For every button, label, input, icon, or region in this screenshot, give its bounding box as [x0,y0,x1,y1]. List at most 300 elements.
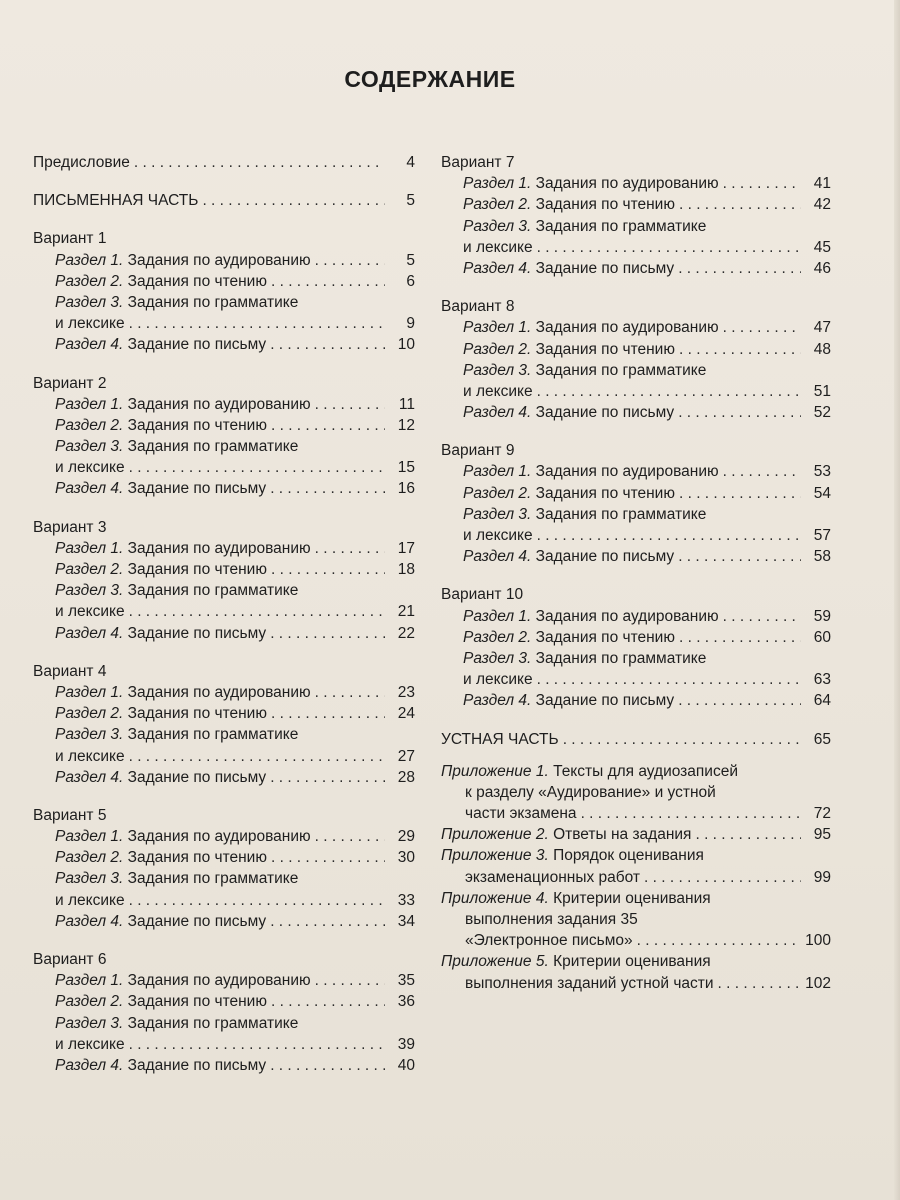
toc-part-entry [33,190,415,211]
toc-page-number: 12 [397,416,415,434]
toc-entry-title: части экзамена [465,805,577,823]
toc-page-number: 99 [813,868,831,886]
toc-section-entry [33,334,415,355]
toc-entry-title: и лексике [463,238,533,256]
toc-entry-label: Раздел 2. [463,340,532,358]
toc-leader-dots [129,890,385,911]
toc-entry-text [465,909,638,930]
toc-entry-label: Раздел 2. [463,196,532,214]
toc-leader-dots [723,606,801,627]
toc-entry-title: Задания по грамматике [127,726,299,744]
toc-continuation-line [441,381,831,402]
toc-entry-text [55,457,125,478]
toc-leader-dots [129,746,385,767]
toc-entry-text [55,623,266,644]
toc-leader-dots [678,690,801,711]
toc-continuation-line [33,601,415,622]
toc-entry-text [463,339,675,360]
toc-entry-text [463,627,675,648]
toc-entry-text [55,911,266,932]
toc-spacer [33,211,415,228]
toc-entry-text [463,402,674,423]
toc-continuation-line [441,237,831,258]
toc-entry-title: и лексике [55,603,125,621]
toc-entry-title: Задание по письму [535,692,675,710]
toc-entry-label: Раздел 2. [55,416,124,434]
toc-section-entry [33,703,415,724]
toc-section-entry [33,250,415,271]
toc-entry-text [441,729,559,750]
toc-entry-label: Раздел 1. [463,607,532,625]
toc-entry-text [55,1013,298,1034]
toc-entry-text [463,648,706,669]
toc-spacer [33,173,415,190]
toc-leader-dots [723,461,801,482]
toc-entry-text [463,461,719,482]
toc-section-entry [33,1013,415,1034]
toc-entry-label: Раздел 1. [463,175,532,193]
toc-leader-dots [315,826,385,847]
toc-section-entry [441,402,831,423]
toc-entry-label: Раздел 3. [55,726,124,744]
toc-entry-title: Задания по аудированию [127,828,311,846]
toc-section-entry [33,970,415,991]
toc-leader-dots [270,767,385,788]
toc-leader-dots [679,339,801,360]
toc-entry-text [33,661,106,682]
toc-entry-label: Раздел 2. [463,628,532,646]
toc-variant-heading [441,152,831,173]
toc-page-number: 17 [397,539,415,557]
toc-section-entry [33,847,415,868]
toc-section-entry [33,415,415,436]
toc-page-number: 95 [813,826,831,844]
toc-entry-title: Задания по чтению [535,196,675,214]
toc-page-number: 39 [397,1035,415,1053]
toc-continuation-line [441,909,831,930]
toc-page-number: 60 [813,628,831,646]
toc-entry-text [55,415,267,436]
toc-page-number: 57 [813,527,831,544]
toc-page-number: 29 [397,828,415,846]
toc-entry-title: и лексике [55,891,125,909]
toc-page-number: 63 [813,671,831,689]
toc-page-number: 59 [813,607,831,625]
toc-entry-title: Задания по аудированию [127,972,311,990]
toc-entry-label: Раздел 3. [463,217,532,235]
toc-entry-label: Раздел 2. [55,705,124,723]
toc-section-entry [441,194,831,215]
page-edge [894,0,900,1200]
toc-spacer [441,712,831,729]
toc-entry-title: Задания по чтению [127,705,267,723]
toc-leader-dots [718,973,801,994]
toc-entry-text [463,237,533,258]
toc-entry-text [463,360,706,381]
toc-page-number: 100 [805,932,831,950]
toc-page-number: 48 [813,340,831,358]
toc-entry-text [463,483,675,504]
toc-entry-title: и лексике [55,1035,125,1053]
toc-leader-dots [315,970,385,991]
toc-entry-text [465,930,633,951]
toc-entry-text [465,973,714,994]
toc-entry-title: Вариант 9 [441,442,515,460]
toc-section-entry [33,724,415,745]
toc-entry-title: Задания по чтению [535,340,675,358]
toc-leader-dots [315,394,385,415]
toc-page-number: 40 [397,1056,415,1074]
toc-variant-heading [33,517,415,538]
toc-spacer [441,279,831,296]
toc-entry-label: Раздел 1. [55,828,124,846]
toc-appendix-entry [441,761,831,782]
toc-variant-heading [33,805,415,826]
toc-entry-text [33,228,106,249]
toc-entry-label: Раздел 4. [55,480,124,498]
toc-entry-text [33,805,106,826]
toc-leader-dots [271,703,385,724]
toc-entry-title: Вариант 4 [33,662,107,680]
toc-entry-text [55,703,267,724]
toc-entry-text [55,580,298,601]
toc-entry-title: выполнения задания 35 [465,911,638,928]
toc-entry-title: Задания по грамматике [535,361,707,379]
toc-page-number: 28 [397,768,415,786]
toc-leader-dots [315,538,385,559]
toc-entry-text [463,258,674,279]
toc-entry-label: Раздел 4. [55,768,124,786]
toc-entry-title: Задания по грамматике [127,582,299,600]
toc-page-number: 72 [813,805,831,823]
toc-entry-label: Раздел 1. [55,251,124,269]
toc-page-number: 64 [813,692,831,710]
toc-entry-title: Задания по чтению [127,272,267,290]
toc-entry-text [55,767,266,788]
toc-entry-text [463,504,706,525]
toc-section-entry [33,478,415,499]
toc-page-number: 35 [397,972,415,990]
toc-entry-text [441,152,514,173]
toc-page-number: 47 [813,319,831,337]
toc-entry-title: Вариант 5 [33,806,107,824]
toc-entry-title: и лексике [463,382,533,400]
toc-entry-title: Тексты для аудиозаписей [553,762,738,780]
toc-entry-text [55,746,125,767]
toc-entry-title: Критерии оценивания [553,889,711,907]
toc-appendix-entry [441,888,831,909]
toc-entry-label: Раздел 4. [463,404,532,422]
toc-leader-dots [723,317,801,338]
toc-entry-text [33,152,130,173]
toc-entry-text [463,525,533,546]
toc-entry-text [55,724,298,745]
toc-entry-text [441,296,514,317]
toc-column-right [441,152,831,994]
toc-entry-title: Ответы на задания [553,826,692,844]
toc-entry-title: Задание по письму [535,259,675,277]
toc-leader-dots [679,627,801,648]
toc-page-number: 102 [805,974,831,992]
toc-entry-text [463,606,719,627]
toc-page-number: 41 [813,175,831,193]
toc-entry-title: Задания по аудированию [535,175,719,193]
toc-leader-dots [679,483,801,504]
toc-entry-title: Задания по чтению [535,628,675,646]
toc-section-entry [441,546,831,567]
toc-section-entry [33,682,415,703]
toc-entry-text [441,584,523,605]
toc-entry-title: Задание по письму [127,336,267,354]
toc-section-entry [33,868,415,889]
toc-page-number: 10 [397,336,415,354]
toc-entry-title: Задание по письму [127,1056,267,1074]
toc-entry-title: Задания по аудированию [535,463,719,481]
toc-entry-text [441,761,738,782]
toc-entry-text [463,216,706,237]
toc-page-number: 11 [398,395,415,413]
toc-leader-dots [129,601,385,622]
toc-entry-label: Раздел 1. [463,319,532,337]
toc-variant-heading [441,296,831,317]
toc-entry-text [55,890,125,911]
toc-entry-text [55,478,266,499]
toc-entry-label: Раздел 3. [55,438,124,456]
toc-section-entry [441,606,831,627]
toc-entry-label: Раздел 2. [463,484,532,502]
toc-entry-title: Задания по чтению [127,416,267,434]
toc-entry-label: Раздел 2. [55,993,124,1011]
toc-entry-label: Раздел 4. [55,912,124,930]
toc-entry-text [463,669,533,690]
toc-entry-title: Задания по чтению [535,484,675,502]
toc-section-entry [441,317,831,338]
toc-entry-text [33,517,106,538]
toc-entry-label: Раздел 4. [55,336,124,354]
toc-entry-label: Раздел 3. [463,361,532,379]
toc-leader-dots [271,991,385,1012]
toc-page-number: 24 [397,705,415,723]
toc-leader-dots [271,559,385,580]
toc-entry-text [55,292,298,313]
page-title: СОДЕРЖАНИЕ [344,66,516,92]
toc-entry-label: Раздел 1. [55,395,124,413]
toc-continuation-line [441,803,831,824]
toc-variant-heading [33,661,415,682]
toc-entry-label: Раздел 3. [55,1014,124,1032]
toc-entry-title: Вариант 1 [33,230,107,248]
toc-entry-label: Приложение 4. [441,889,549,907]
toc-section-entry [33,580,415,601]
toc-section-entry [441,339,831,360]
toc-section-entry [441,173,831,194]
toc-entry-label: Раздел 1. [463,463,532,481]
toc-variant-heading [33,373,415,394]
toc-entry-title: Задания по аудированию [127,395,311,413]
toc-section-entry [441,483,831,504]
toc-continuation-line [33,1034,415,1055]
toc-appendix-entry [441,845,831,866]
toc-entry-title: Задание по письму [127,912,267,930]
toc-page-number: 5 [406,251,415,269]
toc-entry-text [55,682,311,703]
toc-entry-text [33,190,198,211]
toc-entry-title: и лексике [55,459,125,477]
toc-entry-text [55,970,311,991]
toc-entry-text [55,991,267,1012]
toc-entry-title: Задания по аудированию [127,251,311,269]
toc-section-entry [33,271,415,292]
toc-leader-dots [695,824,801,845]
toc-entry-text [55,271,267,292]
toc-leader-dots [581,803,801,824]
toc-leader-dots [678,402,801,423]
toc-entry-text [55,334,266,355]
toc-page-number: 15 [397,459,415,477]
toc-leader-dots [563,729,801,750]
toc-appendix-entry [441,824,831,845]
toc-page-number: 58 [813,548,831,566]
toc-page-number: 23 [397,683,415,701]
toc-entry-title: Задание по письму [127,624,267,642]
toc-entry-label: Раздел 3. [463,649,532,667]
toc-entry-title: Задания по аудированию [535,607,719,625]
toc-page-number: 9 [406,315,415,333]
toc-page-number: 42 [813,196,831,214]
toc-entry-text [463,194,675,215]
toc-entry-title: экзаменационных работ [465,868,641,886]
toc-entry-label: Раздел 4. [55,624,124,642]
toc-spacer [441,567,831,584]
toc-entry-label: Приложение 3. [441,847,549,865]
toc-entry-title: Задания по грамматике [535,505,707,523]
toc-page-number: 65 [813,730,831,748]
toc-page-number: 16 [397,480,415,498]
toc-entry-text [441,951,711,972]
toc-continuation-line [441,525,831,546]
toc-entry-label: Приложение 5. [441,953,549,971]
toc-entry-title: и лексике [463,527,533,544]
toc-entry-text [55,436,298,457]
toc-leader-dots [270,1055,385,1076]
toc-leader-dots [271,847,385,868]
toc-entry-title: УСТНАЯ ЧАСТЬ [441,730,559,748]
toc-entry-text [55,1034,125,1055]
toc-section-entry [33,991,415,1012]
toc-entry-label: Раздел 3. [55,870,124,888]
toc-entry-text [33,373,106,394]
toc-leader-dots [270,623,385,644]
toc-entry-label: Раздел 3. [55,293,124,311]
toc-entry-title: и лексике [463,671,533,689]
toc-page-number: 45 [813,238,831,256]
toc-appendix-entry [441,951,831,972]
toc-continuation-line [33,313,415,334]
toc-part-entry [441,729,831,750]
toc-leader-dots [537,237,801,258]
toc-page-number: 34 [397,912,415,930]
toc-leader-dots [270,478,385,499]
toc-leader-dots [644,867,801,888]
toc-entry-title: Задания по грамматике [535,649,707,667]
toc-entry-title: Задания по аудированию [127,683,311,701]
toc-entry-text [55,826,311,847]
toc-variant-heading [33,949,415,970]
toc-leader-dots [270,911,385,932]
toc-leader-dots [679,194,801,215]
toc-continuation-line [33,746,415,767]
toc-section-entry [33,436,415,457]
toc-leader-dots [537,525,801,546]
toc-section-entry [33,1055,415,1076]
toc-entry-title: Задание по письму [127,768,267,786]
toc-entry-label: Раздел 1. [55,683,124,701]
toc-leader-dots [315,682,385,703]
toc-spacer [33,644,415,661]
toc-entry-label: Раздел 4. [463,548,532,566]
toc-section-entry [441,216,831,237]
toc-entry-text [463,690,674,711]
toc-entry-title: Задания по аудированию [127,539,311,557]
toc-entry-text [463,317,719,338]
toc-spacer [33,788,415,805]
toc-leader-dots [271,271,385,292]
toc-entry-title: ПИСЬМЕННАЯ ЧАСТЬ [33,192,199,210]
toc-entry-title: Задания по грамматике [127,293,299,311]
toc-spacer [33,500,415,517]
toc-section-entry [441,627,831,648]
toc-page-number: 22 [397,624,415,642]
toc-section-entry [33,394,415,415]
toc-entry-text [463,546,674,567]
toc-entry-text [441,440,514,461]
toc-continuation-line [441,973,831,994]
toc-page-number: 4 [406,154,415,171]
toc-section-entry [33,623,415,644]
toc-leader-dots [678,546,801,567]
toc-entry-label: Раздел 4. [463,259,532,277]
toc-spacer [441,750,831,761]
toc-entry-title: Задания по грамматике [127,1014,299,1032]
toc-section-entry [33,911,415,932]
toc-page-number: 30 [397,849,415,867]
toc-entry-title: Задания по чтению [127,561,267,578]
toc-leader-dots [129,313,385,334]
toc-page-number: 53 [813,463,831,481]
toc-section-entry [441,648,831,669]
toc-entry-title: Вариант 10 [441,586,524,604]
toc-entry-title: Вариант 7 [441,154,515,171]
toc-variant-heading [441,440,831,461]
toc-entry-title: Задания по чтению [127,849,267,867]
toc-section-entry [33,292,415,313]
toc-continuation-line [441,930,831,951]
toc-page-number: 36 [397,993,415,1011]
toc-section-entry [33,826,415,847]
toc-entry-label: Приложение 1. [441,762,549,780]
toc-entry-label: Раздел 2. [55,849,124,867]
toc-continuation-line [33,890,415,911]
toc-entry-label: Раздел 4. [55,1056,124,1074]
toc-leader-dots [637,930,801,951]
toc-entry-title: Задание по письму [127,480,267,498]
toc-entry-title: Задание по письму [535,404,675,422]
toc-entry-text [465,867,640,888]
toc-variant-heading [33,228,415,249]
toc-entry-label: Раздел 2. [55,561,124,578]
toc-entry-title: и лексике [55,315,125,333]
toc-page-number: 51 [813,382,831,400]
